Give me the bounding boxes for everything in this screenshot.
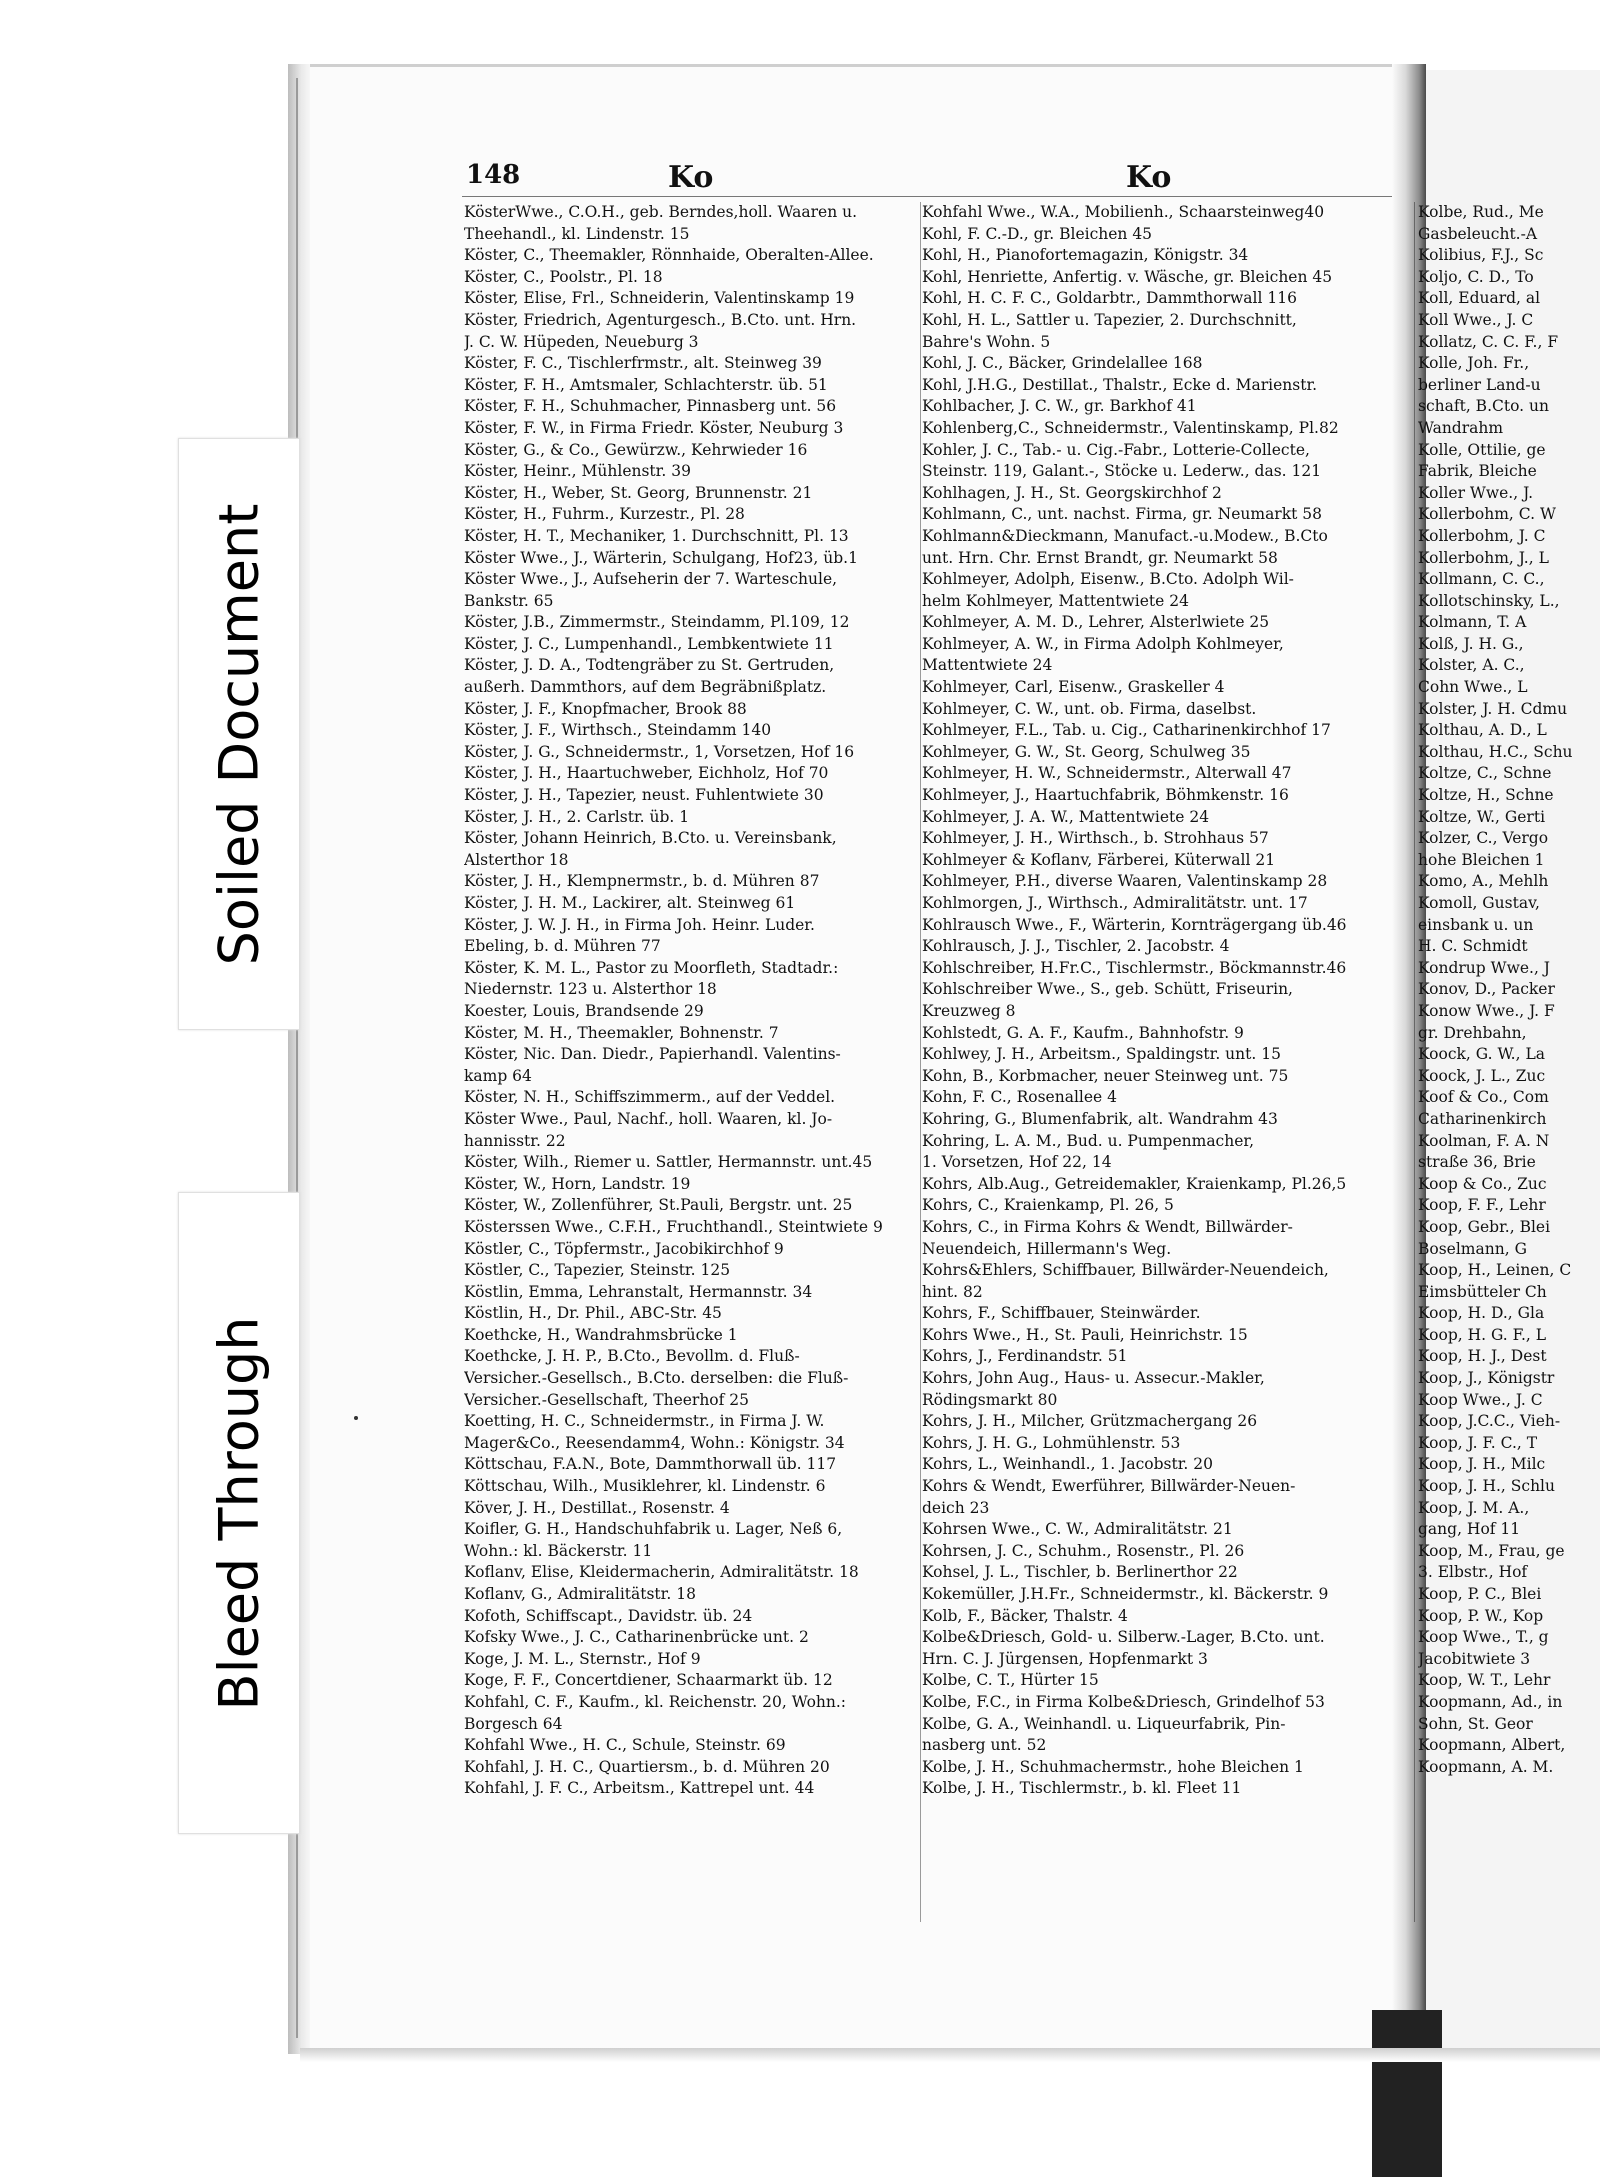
directory-entry-line: Kofoth, Schiffscapt., Davidstr. üb. 24 <box>464 1606 753 1625</box>
directory-entry-line: Kollotschinsky, L., <box>1418 591 1560 610</box>
directory-entry-line: Kollatz, C. C. F., F <box>1418 332 1559 351</box>
directory-entry-line: Koop, J. F. C., T <box>1418 1433 1538 1452</box>
directory-entry-line: J. C. W. Hüpeden, Neueburg 3 <box>464 332 699 351</box>
directory-entry-line: Konow Wwe., J. F <box>1418 1001 1555 1020</box>
directory-entry-line: Köster, J. F., Wirthsch., Steindamm 140 <box>464 721 772 740</box>
directory-entry-line: Kohlmeyer, Carl, Eisenw., Graskeller 4 <box>922 678 1225 697</box>
directory-entry-line: Kohrs, Alb.Aug., Getreidemakler, Kraienkamp, Pl.26,5 <box>922 1174 1347 1193</box>
soiled-document-label <box>178 438 300 1030</box>
directory-entry-line: Köver, J. H., Destillat., Rosenstr. 4 <box>464 1498 730 1517</box>
directory-entry-line: H. C. Schmidt <box>1418 937 1528 956</box>
directory-entry-line: einsbank u. un <box>1418 915 1534 934</box>
directory-entry-line: Koop, P. W., Kop <box>1418 1606 1544 1625</box>
gutter-shadow <box>1372 2010 1442 2177</box>
directory-entry-line: Koop, F. F., Lehr <box>1418 1196 1546 1215</box>
directory-entry-line: Kohlmeyer, C. W., unt. ob. Firma, daselbst. <box>922 699 1257 718</box>
directory-entry-line: Köster, J. F., Knopfmacher, Brook 88 <box>464 699 747 718</box>
directory-entry-line: Kohrs, John Aug., Haus- u. Assecur.-Makler, <box>922 1369 1265 1388</box>
directory-entry-line: Köstlin, H., Dr. Phil., ABC-Str. 45 <box>464 1304 722 1323</box>
directory-entry-line: gr. Drehbahn, <box>1418 1023 1527 1042</box>
directory-entry-line: Rödingsmarkt 80 <box>922 1390 1058 1409</box>
directory-entry-line: Koop, J. H., Milc <box>1418 1455 1546 1474</box>
directory-entry-line: Theehandl., kl. Lindenstr. 15 <box>464 224 690 243</box>
directory-entry-line: Koop, M., Frau, ge <box>1418 1541 1565 1560</box>
directory-entry-line: Köster, N. H., Schiffszimmerm., auf der Veddel. <box>464 1088 836 1107</box>
directory-entry-line: Koll, Eduard, al <box>1418 289 1541 308</box>
directory-entry-line: Koller Wwe., J. <box>1418 483 1534 502</box>
directory-entry-line: Kohl, H. C. F. C., Goldarbtr., Dammthorwall 116 <box>922 289 1297 308</box>
directory-entry-line: Köster, C., Poolstr., Pl. 18 <box>464 267 663 286</box>
directory-entry-line: Koop, H. J., Dest <box>1418 1347 1547 1366</box>
directory-entry-line: Köttschau, F.A.N., Bote, Dammthorwall üb. 117 <box>464 1455 837 1474</box>
directory-entry-line: Mattentwiete 24 <box>922 656 1053 675</box>
directory-entry-line: Köster Wwe., Paul, Nachf., holl. Waaren, kl. Jo- <box>464 1109 833 1128</box>
directory-entry-line: Koop, H. G. F., L <box>1418 1325 1547 1344</box>
directory-entry-line: Koop, J.C.C., Vieh- <box>1418 1412 1561 1431</box>
directory-entry-line: Köster, Elise, Frl., Schneiderin, Valentinskamp 19 <box>464 289 855 308</box>
directory-entry-line: Kösterssen Wwe., C.F.H., Fruchthandl., Steintwiete 9 <box>464 1217 883 1236</box>
directory-entry-line: Koop, Gebr., Blei <box>1418 1217 1551 1236</box>
directory-entry-line: Kohlmeyer, A. M. D., Lehrer, Alsterlwiete 25 <box>922 613 1270 632</box>
directory-entry-line: Koock, G. W., La <box>1418 1045 1545 1064</box>
directory-entry-line: Kohlenberg,C., Schneidermstr., Valentinskamp, Pl.82 <box>922 418 1339 437</box>
directory-entry-line: Köster, H., Weber, St. Georg, Brunnenstr. 21 <box>464 483 813 502</box>
directory-entry-line: Ebeling, b. d. Mühren 77 <box>464 937 661 956</box>
directory-entry-line: Köster, F. C., Tischlerfrmstr., alt. Steinweg 39 <box>464 354 822 373</box>
directory-entry-line: Wohn.: kl. Bäckerstr. 11 <box>464 1541 653 1560</box>
directory-entry-line: Kohrs Wwe., H., St. Pauli, Heinrichstr. 15 <box>922 1325 1248 1344</box>
directory-entry-line: Wandrahm <box>1418 418 1504 437</box>
directory-entry-line: Koflanv, Elise, Kleidermacherin, Admiralitätstr. 18 <box>464 1563 859 1582</box>
directory-entry-line: Kohlmeyer, A. W., in Firma Adolph Kohlmeyer, <box>922 634 1284 653</box>
soiled-document-text: Soiled Document <box>207 503 271 965</box>
directory-entry-line: Kohlmeyer, G. W., St. Georg, Schulweg 35 <box>922 742 1251 761</box>
directory-entry-line: Kolthau, A. D., L <box>1418 721 1547 740</box>
bleed-through-label <box>178 1192 300 1834</box>
directory-entry-line: Koltze, C., Schne <box>1418 764 1552 783</box>
directory-column-right <box>1418 202 1600 1778</box>
directory-entry-line: 1. Vorsetzen, Hof 22, 14 <box>922 1153 1112 1172</box>
directory-entry-line: Koop, H. D., Gla <box>1418 1304 1545 1323</box>
directory-entry-line: Kohlstedt, G. A. F., Kaufm., Bahnhofstr. 9 <box>922 1023 1244 1042</box>
directory-entry-line: Köster, J. H., Klempnermstr., b. d. Mühren 87 <box>464 872 820 891</box>
directory-entry-line: Koltze, W., Gerti <box>1418 807 1546 826</box>
directory-entry-line: Kolbe, G. A., Weinhandl. u. Liqueurfabrik, Pin- <box>922 1714 1286 1733</box>
directory-entry-line: Cohn Wwe., L <box>1418 678 1528 697</box>
directory-entry-line: Köster, J. H. M., Lackirer, alt. Steinweg 61 <box>464 894 796 912</box>
directory-entry-line: Köster, K. M. L., Pastor zu Moorfleth, Stadtadr.: <box>464 958 839 977</box>
directory-entry-line: Köster, J. H., 2. Carlstr. üb. 1 <box>464 807 690 826</box>
directory-entry-line: Koge, J. M. L., Sternstr., Hof 9 <box>464 1649 701 1668</box>
directory-entry-line: Jacobitwiete 3 <box>1418 1649 1531 1668</box>
header-rule <box>462 196 1392 197</box>
ink-speck <box>354 1416 358 1420</box>
directory-entry-line: Kolzer, C., Vergo <box>1418 829 1549 848</box>
directory-entry-line: Köster, F. W., in Firma Friedr. Köster, Neuburg 3 <box>464 418 844 437</box>
directory-entry-line: Kohn, F. C., Rosenallee 4 <box>922 1088 1117 1107</box>
column-divider-right <box>1414 202 1415 1922</box>
directory-entry-line: Kohrs, J., Ferdinandstr. 51 <box>922 1347 1128 1366</box>
directory-entry-line: Kohfahl Wwe., H. C., Schule, Steinstr. 69 <box>464 1736 786 1755</box>
directory-entry-line: kamp 64 <box>464 1066 532 1085</box>
directory-entry-line: Kolthau, H.C., Schu <box>1418 742 1573 761</box>
directory-entry-line: Kondrup Wwe., J <box>1418 958 1551 977</box>
directory-entry-line: Köster, Friedrich, Agenturgesch., B.Cto. unt. Hrn. <box>464 310 857 329</box>
directory-entry-line: Kohl, Henriette, Anfertig. v. Wäsche, gr. Bleichen 45 <box>922 267 1333 286</box>
directory-entry-line: Kohrs&Ehlers, Schiffbauer, Billwärder-Neuendeich, <box>922 1261 1329 1280</box>
directory-entry-line: Kohl, H., Pianofortemagazin, Königstr. 34 <box>922 246 1249 265</box>
directory-entry-line: Köster, J. H., Haartuchweber, Eichholz, Hof 70 <box>464 764 829 783</box>
directory-entry-line: Kohlwey, J. H., Arbeitsm., Spaldingstr. unt. 15 <box>922 1045 1281 1064</box>
directory-entry-line: berliner Land-u <box>1418 375 1541 394</box>
directory-entry-line: Koop, W. T., Lehr <box>1418 1671 1551 1690</box>
directory-entry-line: KösterWwe., C.O.H., geb. Berndes,holl. Waaren u. <box>464 203 858 221</box>
directory-entry-line: gang, Hof 11 <box>1418 1520 1521 1539</box>
directory-entry-line: Kohfahl, C. F., Kaufm., kl. Reichenstr. 20, Wohn.: <box>464 1692 847 1711</box>
directory-entry-line: Steinstr. 119, Galant.-, Stöcke u. Lederw., das. 121 <box>922 462 1322 481</box>
directory-entry-line: Koethcke, J. H. P., B.Cto., Bevollm. d. Fluß- <box>464 1347 800 1366</box>
directory-entry-line: Kohring, L. A. M., Bud. u. Pumpenmacher, <box>922 1131 1255 1150</box>
directory-entry-line: Kohlmorgen, J., Wirthsch., Admiralitätstr. unt. 17 <box>922 894 1308 912</box>
directory-entry-line: Kofsky Wwe., J. C., Catharinenbrücke unt. 2 <box>464 1628 809 1647</box>
directory-entry-line: 3. Elbstr., Hof <box>1418 1563 1528 1582</box>
directory-entry-line: Kohrsen Wwe., C. W., Admiralitätstr. 21 <box>922 1520 1233 1539</box>
directory-entry-line: Kohlbacher, J. C. W., gr. Barkhof 41 <box>922 397 1197 416</box>
directory-entry-line: Kohfahl, J. H. C., Quartiersm., b. d. Mühren 20 <box>464 1757 830 1776</box>
directory-entry-line: Eimsbütteler Ch <box>1418 1282 1547 1301</box>
directory-entry-line: Koop, H., Leinen, C <box>1418 1261 1572 1280</box>
directory-entry-line: Gasbeleucht.-A <box>1418 224 1538 243</box>
directory-entry-line: Koljo, C. D., To <box>1418 267 1534 286</box>
directory-entry-line: Kohler, J. C., Tab.- u. Cig.-Fabr., Lotterie-Collecte, <box>922 440 1310 459</box>
directory-entry-line: Köster, Wilh., Riemer u. Sattler, Hermannstr. unt.45 <box>464 1153 873 1172</box>
directory-entry-line: Köstler, C., Tapezier, Steinstr. 125 <box>464 1261 731 1280</box>
directory-entry-line: Hrn. C. J. Jürgensen, Hopfenmarkt 3 <box>922 1649 1208 1668</box>
directory-entry-line: Köster, F. H., Amtsmaler, Schlachterstr. üb. 51 <box>464 375 828 394</box>
directory-entry-line: Kohlmann, C., unt. nachst. Firma, gr. Neumarkt 58 <box>922 505 1322 524</box>
directory-entry-line: Kolle, Joh. Fr., <box>1418 354 1530 373</box>
directory-entry-line: Kohlhagen, J. H., St. Georgskirchhof 2 <box>922 483 1222 502</box>
directory-entry-line: Kohl, J. C., Bäcker, Grindelallee 168 <box>922 354 1203 373</box>
directory-entry-line: Köster, J.B., Zimmermstr., Steindamm, Pl.109, 12 <box>464 613 850 632</box>
directory-entry-line: Kolbe, C. T., Hürter 15 <box>922 1671 1099 1690</box>
directory-entry-line: Fabrik, Bleiche <box>1418 462 1537 481</box>
directory-entry-line: Kohrs & Wendt, Ewerführer, Billwärder-Neuen- <box>922 1477 1296 1496</box>
directory-entry-line: Kollerbohm, J., L <box>1418 548 1549 567</box>
directory-entry-line: Borgesch 64 <box>464 1714 563 1733</box>
directory-entry-line: Kolß, J. H. G., <box>1418 634 1524 653</box>
directory-entry-line: Köster, J. D. A., Todtengräber zu St. Gertruden, <box>464 656 835 675</box>
directory-entry-line: Kohl, F. C.-D., gr. Bleichen 45 <box>922 224 1153 243</box>
directory-entry-line: Koge, F. F., Concertdiener, Schaarmarkt üb. 12 <box>464 1671 833 1690</box>
directory-entry-line: Kohlmeyer, Adolph, Eisenw., B.Cto. Adolph Wil- <box>922 570 1294 589</box>
directory-entry-line: Kohrs, J. H. G., Lohmühlenstr. 53 <box>922 1433 1181 1452</box>
directory-column-middle <box>922 202 1380 1800</box>
directory-entry-line: Köttschau, Wilh., Musiklehrer, kl. Lindenstr. 6 <box>464 1477 826 1496</box>
directory-entry-line: Köstler, C., Töpfermstr., Jacobikirchhof 9 <box>464 1239 784 1258</box>
directory-entry-line: Koop, J. M. A., <box>1418 1498 1530 1517</box>
page-number: 148 <box>466 160 521 190</box>
directory-entry-line: Versicher.-Gesellsch., B.Cto. derselben: die Fluß- <box>464 1369 849 1388</box>
directory-entry-line: Köster Wwe., J., Wärterin, Schulgang, Hof23, üb.1 <box>464 548 858 567</box>
directory-entry-line: Koll Wwe., J. C <box>1418 310 1534 329</box>
directory-entry-line: Köster, G., & Co., Gewürzw., Kehrwieder 16 <box>464 440 808 459</box>
directory-entry-line: Kohrs, L., Weinhandl., 1. Jacobstr. 20 <box>922 1455 1213 1474</box>
directory-column-left <box>464 202 924 1800</box>
directory-entry-line: Kollerbohm, C. W <box>1418 505 1556 524</box>
directory-entry-line: Kolbe, F.C., in Firma Kolbe&Driesch, Grindelhof 53 <box>922 1692 1325 1711</box>
directory-entry-line: Koop, P. C., Blei <box>1418 1585 1542 1603</box>
directory-entry-line: Kohfahl, J. F. C., Arbeitsm., Kattrepel unt. 44 <box>464 1779 815 1798</box>
directory-entry-line: Koof & Co., Com <box>1418 1088 1549 1107</box>
directory-entry-line: Komoll, Gustav, <box>1418 894 1540 912</box>
directory-entry-line: Kohlmann&Dieckmann, Manufact.-u.Modew., B.Cto <box>922 526 1328 545</box>
directory-entry-line: Koopmann, Albert, <box>1418 1736 1566 1755</box>
directory-entry-line: Niedernstr. 123 u. Alsterthor 18 <box>464 980 717 999</box>
directory-entry-line: Koester, Louis, Brandsende 29 <box>464 1001 704 1020</box>
directory-entry-line: Koopmann, Ad., in <box>1418 1692 1563 1711</box>
directory-entry-line: Köster, H., Fuhrm., Kurzestr., Pl. 28 <box>464 505 745 524</box>
directory-entry-line: Kohl, H. L., Sattler u. Tapezier, 2. Durchschnitt, <box>922 310 1297 329</box>
directory-entry-line: Kolster, A. C., <box>1418 656 1525 675</box>
directory-entry-line: hohe Bleichen 1 <box>1418 850 1545 869</box>
directory-entry-line: Koolman, F. A. N <box>1418 1131 1550 1150</box>
directory-entry-line: Kohrs, F., Schiffbauer, Steinwärder. <box>922 1304 1201 1323</box>
directory-entry-line: Köster, Heinr., Mühlenstr. 39 <box>464 462 691 481</box>
directory-entry-line: Kolmann, T. A <box>1418 613 1527 632</box>
directory-entry-line: Kohrsen, J. C., Schuhm., Rosenstr., Pl. 26 <box>922 1541 1245 1560</box>
directory-entry-line: Kolbe, J. H., Tischlermstr., b. kl. Fleet 11 <box>922 1779 1242 1798</box>
directory-entry-line: Kohring, G., Blumenfabrik, alt. Wandrahm 43 <box>922 1109 1278 1128</box>
directory-entry-line: Kohlmeyer & Koflanv, Färberei, Küterwall 21 <box>922 850 1276 869</box>
directory-entry-line: unt. Hrn. Chr. Ernst Brandt, gr. Neumarkt 58 <box>922 548 1278 567</box>
directory-entry-line: Kolibius, F.J., Sc <box>1418 246 1544 265</box>
directory-entry-line: hint. 82 <box>922 1282 983 1301</box>
directory-entry-line: Kollerbohm, J. C <box>1418 526 1546 545</box>
directory-entry-line: Komo, A., Mehlh <box>1418 872 1549 891</box>
directory-entry-line: Köster, Johann Heinrich, B.Cto. u. Vereinsbank, <box>464 829 837 848</box>
directory-entry-line: Koop Wwe., J. C <box>1418 1390 1543 1409</box>
directory-entry-line: Köster, W., Horn, Landstr. 19 <box>464 1174 691 1193</box>
directory-entry-line: Köster, W., Zollenführer, St.Pauli, Bergstr. unt. 25 <box>464 1196 853 1215</box>
directory-entry-line: Koop Wwe., T., g <box>1418 1628 1549 1647</box>
directory-entry-line: Kohn, B., Korbmacher, neuer Steinweg unt. 75 <box>922 1066 1289 1085</box>
directory-entry-line: Kohlmeyer, P.H., diverse Waaren, Valentinskamp 28 <box>922 872 1328 891</box>
directory-entry-line: Catharinenkirch <box>1418 1109 1547 1128</box>
directory-entry-line: Kohlrausch Wwe., F., Wärterin, Kornträgergang üb.46 <box>922 915 1347 934</box>
directory-entry-line: nasberg unt. 52 <box>922 1736 1047 1755</box>
directory-entry-line: Koop, J., Königstr <box>1418 1369 1555 1388</box>
directory-entry-line: Boselmann, G <box>1418 1239 1527 1258</box>
running-head-left: Ko <box>668 160 714 195</box>
directory-entry-line: außerh. Dammthors, auf dem Begräbnißplatz. <box>464 678 827 697</box>
directory-entry-line: Köster, J. G., Schneidermstr., 1, Vorsetzen, Hof 16 <box>464 742 855 761</box>
directory-entry-line: Koock, J. L., Zuc <box>1418 1066 1546 1085</box>
directory-entry-line: Koltze, H., Schne <box>1418 786 1554 805</box>
directory-entry-line: Köster, H. T., Mechaniker, 1. Durchschnitt, Pl. 13 <box>464 526 849 545</box>
directory-entry-line: Kolbe, Rud., Me <box>1418 203 1544 221</box>
directory-entry-line: Kohrs, C., Kraienkamp, Pl. 26, 5 <box>922 1196 1174 1215</box>
directory-entry-line: Sohn, St. Geor <box>1418 1714 1533 1733</box>
directory-entry-line: Kohsel, J. L., Tischler, b. Berlinerthor 22 <box>922 1563 1238 1582</box>
directory-entry-line: Kohlmeyer, J. H., Wirthsch., b. Strohhaus 57 <box>922 829 1269 848</box>
directory-entry-line: Neuendeich, Hillermann's Weg. <box>922 1239 1172 1258</box>
directory-entry-line: Kollmann, C. C., <box>1418 570 1545 589</box>
directory-entry-line: Kohlmeyer, F.L., Tab. u. Cig., Catharinenkirchhof 17 <box>922 721 1331 740</box>
directory-entry-line: Kreuzweg 8 <box>922 1001 1016 1020</box>
directory-entry-line: Koflanv, G., Admiralitätstr. 18 <box>464 1585 696 1603</box>
directory-entry-line: Köster, J. C., Lumpenhandl., Lembkentwiete 11 <box>464 634 834 653</box>
directory-entry-line: Kohlmeyer, H. W., Schneidermstr., Alterwall 47 <box>922 764 1292 783</box>
running-head-right: Ko <box>1126 160 1172 195</box>
directory-entry-line: Kolle, Ottilie, ge <box>1418 440 1546 459</box>
directory-entry-line: Koopmann, A. M. <box>1418 1757 1554 1776</box>
directory-entry-line: Köster, M. H., Theemakler, Bohnenstr. 7 <box>464 1023 779 1042</box>
directory-entry-line: Koethcke, H., Wandrahmsbrücke 1 <box>464 1325 738 1344</box>
directory-entry-line: Köster, J. W. J. H., in Firma Joh. Heinr. Luder. <box>464 915 815 934</box>
directory-entry-line: Koop, J. H., Schlu <box>1418 1477 1555 1496</box>
directory-entry-line: Koetting, H. C., Schneidermstr., in Firma J. W. <box>464 1412 825 1431</box>
directory-entry-line: Kohrs, C., in Firma Kohrs & Wendt, Billwärder- <box>922 1217 1293 1236</box>
directory-entry-line: Köstlin, Emma, Lehranstalt, Hermannstr. 34 <box>464 1282 813 1301</box>
directory-entry-line: Kokemüller, J.H.Fr., Schneidermstr., kl. Bäckerstr. 9 <box>922 1585 1329 1603</box>
directory-entry-line: Versicher.-Gesellschaft, Theerhof 25 <box>464 1390 750 1409</box>
directory-entry-line: schaft, B.Cto. un <box>1418 397 1549 416</box>
page-bottom-edge <box>300 2048 1600 2062</box>
directory-entry-line: Kolb, F., Bäcker, Thalstr. 4 <box>922 1606 1128 1625</box>
directory-entry-line: straße 36, Brie <box>1418 1153 1536 1172</box>
directory-entry-line: Kohl, J.H.G., Destillat., Thalstr., Ecke d. Marienstr. <box>922 375 1318 394</box>
column-divider <box>920 202 921 1922</box>
directory-entry-line: deich 23 <box>922 1498 990 1517</box>
directory-entry-line: Konov, D., Packer <box>1418 980 1555 999</box>
directory-entry-line: Bankstr. 65 <box>464 591 554 610</box>
directory-entry-line: Köster, C., Theemakler, Rönnhaide, Oberalten-Allee. <box>464 246 874 265</box>
directory-entry-line: Kohlschreiber Wwe., S., geb. Schütt, Friseurin, <box>922 980 1293 999</box>
directory-entry-line: helm Kohlmeyer, Mattentwiete 24 <box>922 591 1189 610</box>
directory-entry-line: Kohlschreiber, H.Fr.C., Tischlermstr., Böckmannstr.46 <box>922 958 1347 977</box>
directory-entry-line: Kolster, J. H. Cdmu <box>1418 699 1568 718</box>
directory-entry-line: Koifler, G. H., Handschuhfabrik u. Lager, Neß 6, <box>464 1520 843 1539</box>
directory-entry-line: hannisstr. 22 <box>464 1131 566 1150</box>
directory-entry-line: Kohlmeyer, J., Haartuchfabrik, Böhmkenstr. 16 <box>922 786 1289 805</box>
directory-entry-line: Kohlmeyer, J. A. W., Mattentwiete 24 <box>922 807 1210 826</box>
directory-entry-line: Kolbe, J. H., Schuhmachermstr., hohe Bleichen 1 <box>922 1757 1304 1776</box>
directory-entry-line: Köster, Nic. Dan. Diedr., Papierhandl. Valentins- <box>464 1045 841 1064</box>
directory-entry-line: Kohlrausch, J. J., Tischler, 2. Jacobstr. 4 <box>922 937 1230 956</box>
directory-entry-line: Alsterthor 18 <box>464 850 569 869</box>
directory-entry-line: Bahre's Wohn. 5 <box>922 332 1051 351</box>
directory-entry-line: Köster Wwe., J., Aufseherin der 7. Warteschule, <box>464 570 838 589</box>
directory-entry-line: Koop & Co., Zuc <box>1418 1174 1547 1193</box>
directory-entry-line: Köster, F. H., Schuhmacher, Pinnasberg unt. 56 <box>464 397 837 416</box>
directory-entry-line: Kohrs, J. H., Milcher, Grützmachergang 26 <box>922 1412 1258 1431</box>
directory-entry-line: Mager&Co., Reesendamm4, Wohn.: Königstr. 34 <box>464 1433 845 1452</box>
bleed-through-text: Bleed Through <box>207 1316 271 1710</box>
directory-entry-line: Köster, J. H., Tapezier, neust. Fuhlentwiete 30 <box>464 786 824 805</box>
directory-entry-line: Kohfahl Wwe., W.A., Mobilienh., Schaarsteinweg40 <box>922 203 1325 221</box>
directory-entry-line: Kolbe&Driesch, Gold- u. Silberw.-Lager, B.Cto. unt. <box>922 1628 1325 1647</box>
